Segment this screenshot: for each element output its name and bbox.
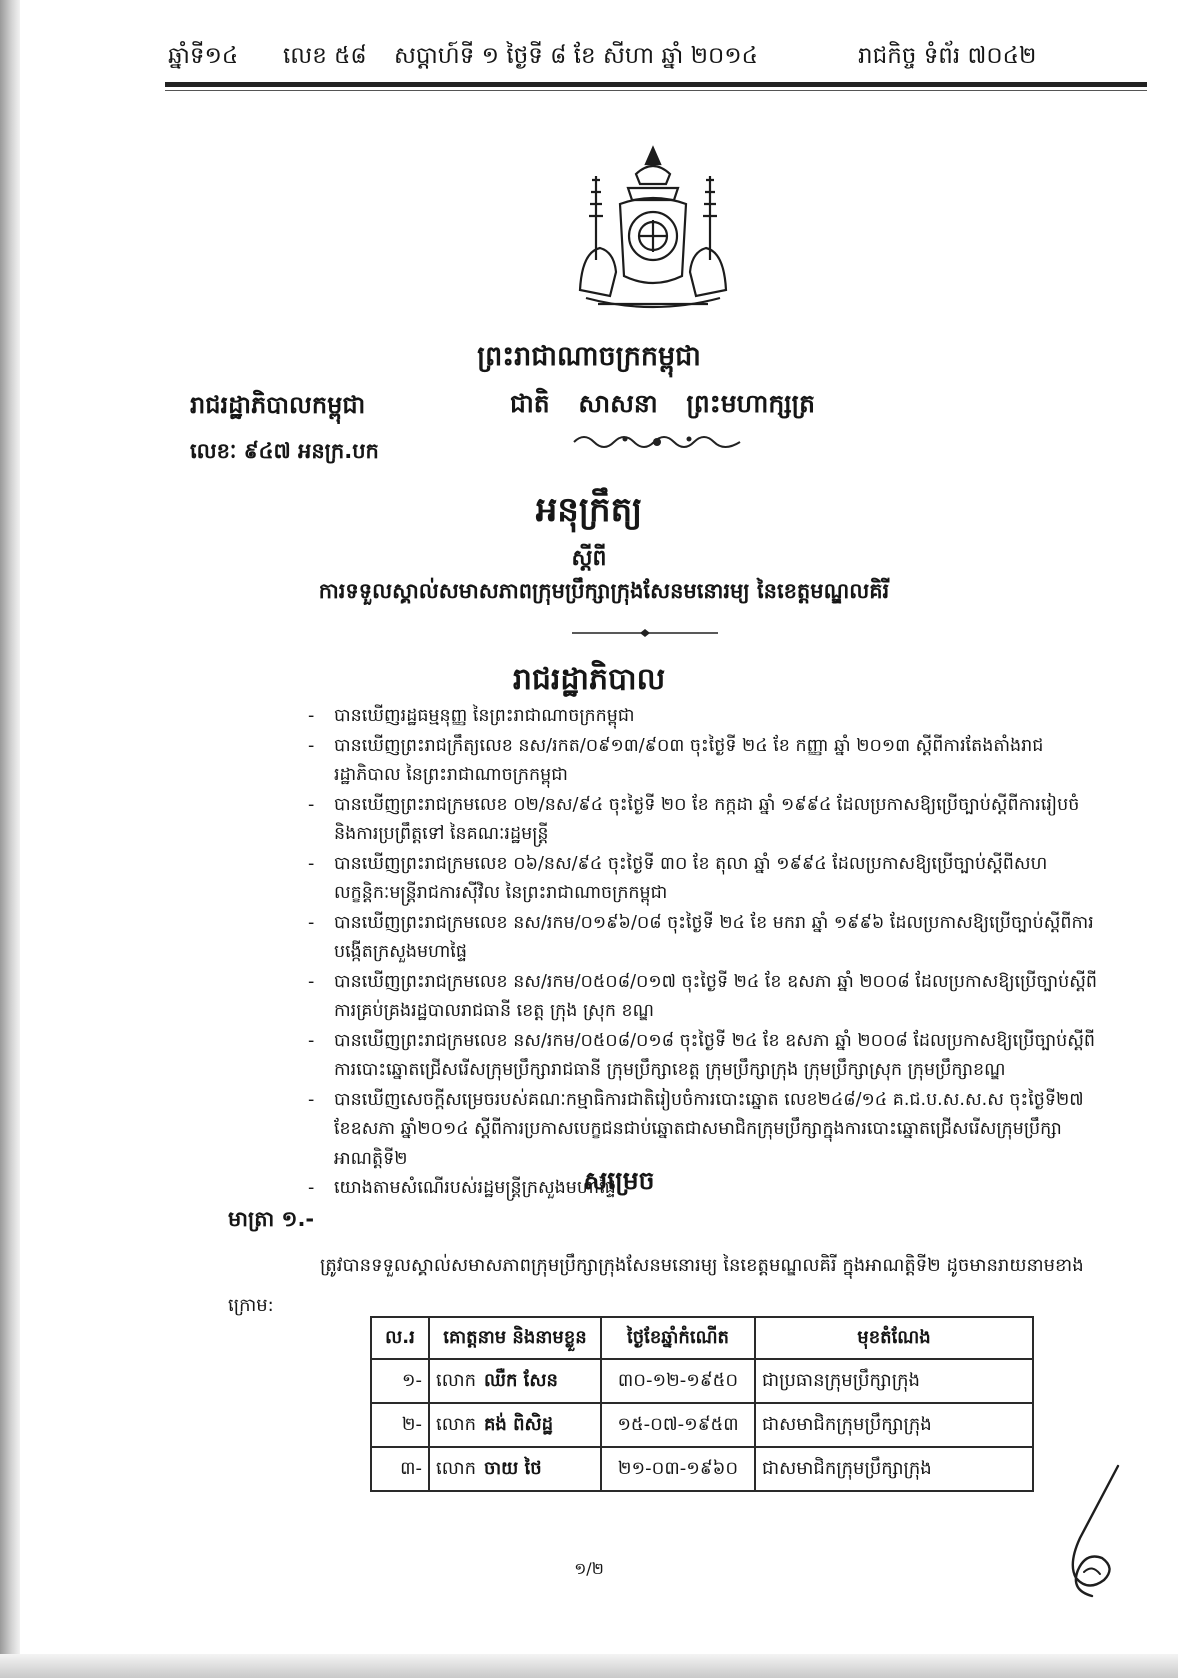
decides-heading: សម្រេច — [583, 1166, 655, 1195]
row-number: ១- — [371, 1359, 429, 1403]
consideration-item: - បានឃើញព្រះរាជក្រមលេខ នស/រកម/០១៩៦/០៨ ចុះថ្ងៃទី ២៤ ខែ មករា ឆ្នាំ ១៩៩៦ ដែលប្រកាសឱ្យប្រើច្បាប់ស្តីពីការបង្កើតក្រសួងមហាផ្ទៃ — [308, 909, 1098, 968]
consideration-item: - យោងតាមសំណើរបស់រដ្ឋមន្ត្រីក្រសួងមហាផ្ទៃ — [308, 1174, 1098, 1204]
gazette-header — [168, 42, 1143, 78]
header-rule-thin — [165, 90, 1147, 91]
document-type: អនុក្រឹត្យ — [535, 490, 643, 530]
considerations-list — [308, 702, 1098, 1204]
row-position: ជាសមាជិកក្រុមប្រឹក្សាក្រុង — [755, 1403, 1033, 1447]
document-number: លេខៈ ៩៤៧ អនក្រ.បក — [190, 439, 379, 463]
table-header-row — [371, 1317, 1033, 1359]
row-position: ជាសមាជិកក្រុមប្រឹក្សាក្រុង — [755, 1447, 1033, 1491]
row-number: ២- — [371, 1403, 429, 1447]
consideration-item: - បានឃើញព្រះរាជក្រមលេខ ០២/នស/៩៤ ចុះថ្ងៃទី ២០ ខែ កក្កដា ឆ្នាំ ១៩៩៤ ដែលប្រកាសឱ្យប្រើច្បាប់ស្តីពីការរៀបចំ និងការប្រព្រឹត្តទៅ នៃគណៈរដ្ឋមន្ត្រី — [308, 791, 1098, 850]
table-row — [371, 1403, 1033, 1447]
row-position: ជាប្រធានក្រុមប្រឹក្សាក្រុង — [755, 1359, 1033, 1403]
title-divider-icon — [570, 628, 720, 638]
gazette-year: ឆ្នាំទី១៤ — [168, 43, 239, 69]
row-name-cell — [429, 1359, 601, 1403]
row-honorific: លោក — [436, 1413, 476, 1435]
header-number: ល.រ — [371, 1317, 429, 1359]
gazette-issue: លេខ ៥៨ — [283, 43, 367, 69]
row-name-cell — [429, 1403, 601, 1447]
page-number: ១/២ — [574, 1559, 604, 1578]
row-birthdate: ១៥-០៧-១៩៥៣ — [601, 1403, 755, 1447]
row-honorific: លោក — [436, 1457, 476, 1479]
consideration-item: - បានឃើញសេចក្តីសម្រេចរបស់គណៈកម្មាធិការជាតិរៀបចំការបោះឆ្នោត លេខ២៤៨/១៤ គ.ជ.ប.ស.ស.ស ចុះថ្ងៃទី២៧ ខែឧសភា ឆ្នាំ២០១៤ ស្តីពីការប្រកាសបេក្ខជនជាប់ឆ្នោតជាសមាជិកក្រុមប្រឹក្សាក្នុងការបោះឆ្នោតជ្រើសរើសក្រុមប្រឹក្សា អាណត្តិទី២ — [308, 1086, 1098, 1175]
consideration-item: - បានឃើញរដ្ឋធម្មនុញ្ញ នៃព្រះរាជាណាចក្រកម្ពុជា — [308, 702, 1098, 732]
article-text: ត្រូវបានទទួលស្គាល់សមាសភាពក្រុមប្រឹក្សាក្រុងសែនមនោរម្យ នៃខេត្តមណ្ឌលគិរី ក្នុងអាណត្តិទី២ ដូចមានរាយនាមខាងក្រោម: — [228, 1255, 1084, 1316]
row-honorific: លោក — [436, 1369, 476, 1391]
row-name-cell — [429, 1447, 601, 1491]
signature-mark-icon — [1040, 1460, 1150, 1600]
header-position: មុខតំណែង — [755, 1317, 1033, 1359]
table-row — [371, 1359, 1033, 1403]
row-birthdate: ៣០-១២-១៩៥០ — [601, 1359, 755, 1403]
issuing-body: រាជរដ្ឋាភិបាលកម្ពុជា — [190, 391, 366, 419]
row-number: ៣- — [371, 1447, 429, 1491]
document-title: ការទទួលស្គាល់សមាសភាពក្រុមប្រឹក្សាក្រុងសែនមនោរម្យ នៃខេត្តមណ្ឌលគិរី — [318, 579, 890, 603]
article-label: មាត្រា ១.- — [228, 1207, 315, 1231]
row-birthdate: ២១-០៣-១៩៦០ — [601, 1447, 755, 1491]
table-row — [371, 1447, 1033, 1491]
header-birthdate: ថ្ងៃខែឆ្នាំកំណើត — [601, 1317, 755, 1359]
scan-shadow-bottom — [0, 1654, 1178, 1678]
royal-emblem-icon — [558, 140, 748, 320]
document-concerning: ស្តីពី — [571, 546, 607, 571]
row-name: គង់ ពិសិដ្ឋ — [484, 1413, 554, 1435]
kingdom-name: ព្រះរាជាណាចក្រកម្ពុជា — [477, 341, 701, 372]
consideration-item: - បានឃើញព្រះរាជក្រឹត្យលេខ នស/រកត/០៩១៣/៩០៣ ចុះថ្ងៃទី ២៤ ខែ កញ្ញា ឆ្នាំ ២០១៣ ស្តីពីការតែងតាំងរាជរដ្ឋាភិបាល នៃព្រះរាជាណាចក្រកម្ពុជា — [308, 732, 1098, 791]
header-rule — [165, 82, 1147, 87]
consideration-item: - បានឃើញព្រះរាជក្រមលេខ នស/រកម/០៥០៨/០១៧ ចុះថ្ងៃទី ២៤ ខែ ឧសភា ឆ្នាំ ២០០៨ ដែលប្រកាសឱ្យប្រើច្បាប់ស្តីពីការគ្រប់គ្រងរដ្ឋបាលរាជធានី ខេត្ត ក្រុង ស្រុក ខណ្ឌ — [308, 968, 1098, 1027]
ornament-divider-icon — [570, 430, 745, 452]
scan-shadow-left — [0, 0, 20, 1678]
officials-table — [370, 1316, 1034, 1492]
consideration-item: - បានឃើញព្រះរាជក្រមលេខ នស/រកម/០៥០៨/០១៨ ចុះថ្ងៃទី ២៤ ខែ ឧសភា ឆ្នាំ ២០០៨ ដែលប្រកាសឱ្យប្រើច្បាប់ស្តីពីការបោះឆ្នោតជ្រើសរើសក្រុមប្រឹក្សារាជធានី ក្រុមប្រឹក្សាខេត្ត ក្រុមប្រឹក្សាក្រុង ក្រុមប្រឹក្សាស្រុក ក្រុមប្រឹក្សាខណ្ឌ — [308, 1027, 1098, 1086]
issuer-heading: រាជរដ្ឋាភិបាល — [512, 662, 666, 697]
national-motto: ជាតិ សាសនា ព្រះមហាក្សត្រ — [510, 389, 815, 418]
row-name: ឈឺក សែន — [484, 1369, 558, 1391]
gazette-date: សប្តាហ៍ទី ១ ថ្ងៃទី ៨ ខែ សីហា ឆ្នាំ ២០១៤ — [394, 43, 758, 69]
row-name: ចាយ ថៃ — [484, 1457, 542, 1479]
consideration-item: - បានឃើញព្រះរាជក្រមលេខ ០៦/នស/៩៤ ចុះថ្ងៃទី ៣០ ខែ តុលា ឆ្នាំ ១៩៩៤ ដែលប្រកាសឱ្យប្រើច្បាប់ស្តីពីសហលក្ខន្តិកៈមន្ត្រីរាជការស៊ីវិល នៃព្រះរាជាណាចក្រកម្ពុជា — [308, 850, 1098, 909]
header-name: គោត្តនាម និងនាមខ្លួន — [429, 1317, 601, 1359]
gazette-page: រាជកិច្ច ទំព័រ ៧០៤២ — [858, 43, 1037, 69]
